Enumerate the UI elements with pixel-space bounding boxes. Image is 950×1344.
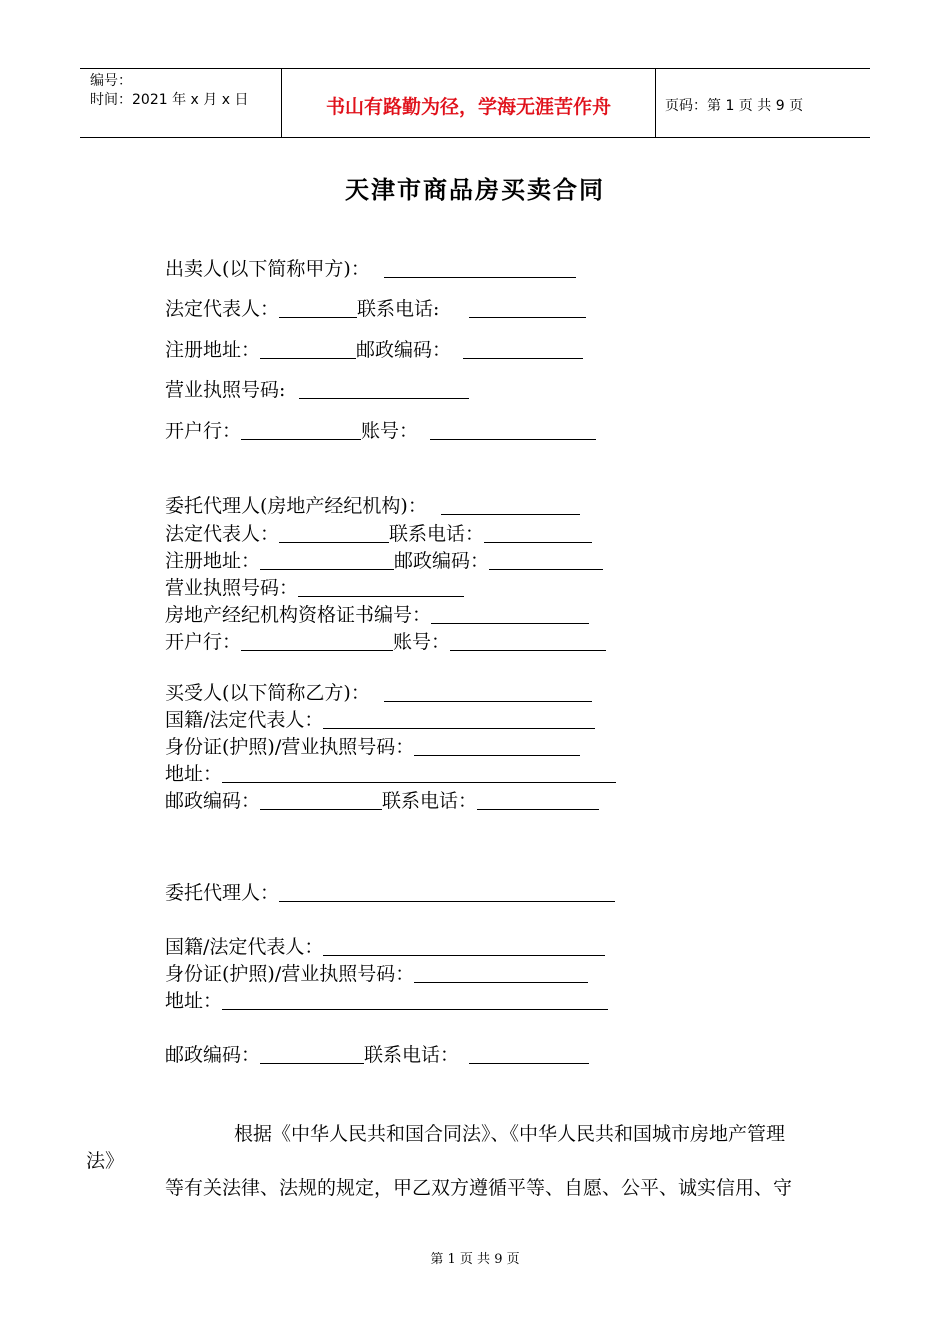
blank-field[interactable]: [469, 297, 586, 318]
address-label: 注册地址：: [165, 550, 261, 572]
blank-field[interactable]: [463, 338, 583, 359]
postcode-label: 邮政编码：: [165, 790, 261, 812]
motto-text: 书山有路勤为径，学海无涯苦作舟: [325, 96, 611, 118]
body-paragraph-line-1: 根据《中华人民共和国合同法》、《中华人民共和国城市房地产管理: [234, 1123, 786, 1145]
buyer-name-line: [165, 681, 592, 705]
seller-license-line: [165, 378, 469, 402]
page-footer: 第 1 页 共 9 页: [430, 1252, 520, 1267]
buyer-agent-label: 委托代理人：: [165, 882, 280, 904]
agent-cert-line: [165, 603, 589, 627]
nationality-label: 国籍/法定代表人：: [165, 936, 324, 958]
address-label: 地址：: [165, 763, 223, 785]
body-paragraph-line-3: 等有关法律、法规的规定，甲乙双方遵循平等、自愿、公平、诚实信用、守: [165, 1177, 793, 1199]
blank-field[interactable]: [260, 549, 394, 570]
phone-label: 联系电话:: [357, 298, 440, 320]
license-label: 营业执照号码：: [165, 577, 299, 599]
cert-label: 房地产经纪机构资格证书编号：: [165, 604, 432, 626]
buyer-id-line: [165, 735, 580, 759]
header-page-cell: [655, 69, 870, 137]
agent-license-line: [165, 576, 464, 600]
buyer-address-line: [165, 762, 616, 786]
blank-field[interactable]: [489, 549, 603, 570]
blank-field[interactable]: [323, 935, 605, 956]
body-paragraph-line-2: 法》: [86, 1150, 125, 1172]
blank-field[interactable]: [477, 789, 599, 810]
header-meta: [80, 69, 281, 137]
agent-rep-line: [165, 522, 592, 546]
seller-rep-line: [165, 297, 586, 321]
blank-field[interactable]: [299, 378, 469, 399]
blank-field[interactable]: [384, 681, 592, 702]
bank-label: 开户行：: [165, 420, 242, 442]
buyer-agent-address-line: [165, 989, 608, 1013]
blank-field[interactable]: [441, 494, 580, 515]
blank-field[interactable]: [241, 630, 393, 651]
blank-field[interactable]: [260, 338, 356, 359]
id-label: 身份证(护照)/营业执照号码：: [165, 736, 415, 758]
blank-field[interactable]: [222, 989, 608, 1010]
agent-bank-line: [165, 630, 606, 654]
document-title: 天津市商品房买卖合同: [345, 175, 605, 204]
buyer-agent-nationality-line: [165, 935, 605, 959]
blank-field[interactable]: [279, 881, 615, 902]
blank-field[interactable]: [222, 762, 616, 783]
agent-label: 委托代理人(房地产经纪机构)：: [165, 495, 427, 517]
blank-field[interactable]: [430, 419, 596, 440]
blank-field[interactable]: [414, 962, 588, 983]
seller-bank-line: [165, 419, 596, 443]
blank-field[interactable]: [384, 257, 576, 278]
buyer-nationality-line: [165, 708, 595, 732]
time-label: 时间：2021 年 x 月 x 日: [90, 92, 249, 108]
legal-rep-label: 法定代表人：: [165, 298, 280, 320]
id-label: 身份证(护照)/营业执照号码：: [165, 963, 415, 985]
address-label: 注册地址：: [165, 339, 261, 361]
phone-label: 联系电话：: [382, 790, 478, 812]
blank-field[interactable]: [323, 708, 595, 729]
postcode-label: 邮政编码：: [356, 339, 452, 361]
blank-field[interactable]: [298, 576, 464, 597]
address-label: 地址：: [165, 990, 223, 1012]
blank-field[interactable]: [260, 789, 382, 810]
seller-address-line: [165, 338, 583, 362]
blank-field[interactable]: [431, 603, 589, 624]
bank-label: 开户行：: [165, 631, 242, 653]
postcode-label: 邮政编码：: [394, 550, 490, 572]
agent-name-line: [165, 494, 580, 518]
blank-field[interactable]: [484, 522, 592, 543]
blank-field[interactable]: [241, 419, 361, 440]
blank-field[interactable]: [450, 630, 606, 651]
license-label: 营业执照号码:: [165, 379, 286, 401]
agent-address-line: [165, 549, 603, 573]
phone-label: 联系电话：: [364, 1044, 460, 1066]
number-label: 编号：: [90, 73, 132, 89]
blank-field[interactable]: [279, 522, 389, 543]
page-info: 页码：第 1 页 共 9 页: [665, 98, 804, 114]
header-motto-cell: [281, 69, 656, 137]
account-label: 账号：: [361, 420, 419, 442]
legal-rep-label: 法定代表人：: [165, 523, 280, 545]
buyer-agent-postcode-line: [165, 1043, 589, 1067]
blank-field[interactable]: [279, 297, 357, 318]
account-label: 账号：: [393, 631, 451, 653]
page-header: [80, 68, 870, 138]
blank-field[interactable]: [469, 1043, 589, 1064]
seller-name-line: [165, 257, 576, 281]
blank-field[interactable]: [414, 735, 580, 756]
postcode-label: 邮政编码：: [165, 1044, 261, 1066]
nationality-label: 国籍/法定代表人：: [165, 709, 324, 731]
buyer-agent-line: [165, 881, 615, 905]
blank-field[interactable]: [260, 1043, 364, 1064]
phone-label: 联系电话：: [389, 523, 485, 545]
buyer-agent-id-line: [165, 962, 588, 986]
buyer-label: 买受人(以下简称乙方)：: [165, 682, 370, 704]
seller-label: 出卖人(以下简称甲方)：: [165, 258, 370, 280]
buyer-postcode-line: [165, 789, 599, 813]
